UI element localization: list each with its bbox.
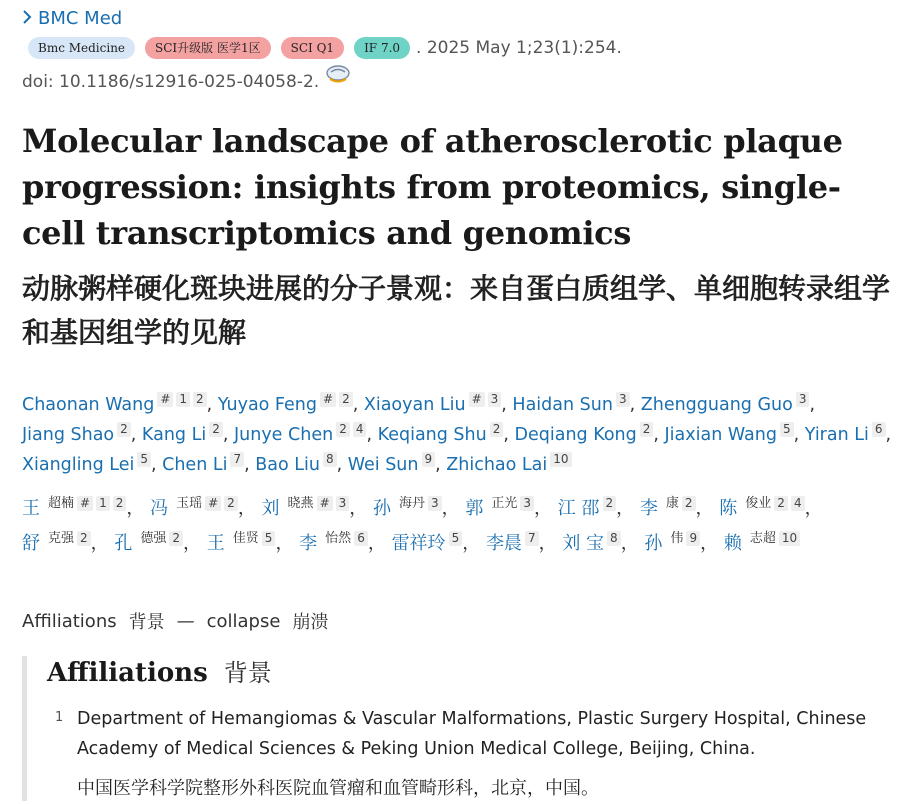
affiliation-ref-badge[interactable]: # [317, 496, 333, 511]
affiliation-ref-badge[interactable]: 1 [96, 496, 110, 511]
affiliation-ref-badge[interactable]: # [77, 496, 93, 511]
affiliation-ref-badge[interactable]: 1 [176, 392, 190, 407]
author-item [114, 533, 183, 554]
affiliation-ref-badge[interactable]: 6 [872, 422, 886, 437]
publication-date: . 2025 May 1;23(1):254. [416, 38, 622, 58]
author-item [514, 422, 654, 445]
author-name[interactable]: Chaonan Wang [22, 395, 155, 415]
collapse-link[interactable]: collapse [206, 610, 281, 632]
affiliation-ref-badge[interactable]: 3 [488, 392, 502, 407]
affiliation-ref-badge[interactable]: 2 [117, 422, 131, 437]
affiliation-ref-badge[interactable]: 3 [520, 496, 534, 511]
author-given-name: 超楠 [48, 496, 75, 511]
journal-badge[interactable]: Bmc Medicine [28, 37, 135, 59]
affiliation-ref-badge[interactable]: 2 [682, 496, 696, 511]
zone-badge[interactable]: SCI升级版 医学1区 [145, 37, 271, 59]
author-item [22, 533, 91, 554]
article-title: Molecular landscape of atherosclerotic plaque progression: insights from proteomics, single-cell transcriptomics and genomics [22, 122, 843, 252]
affiliation-ref-badge[interactable]: 2 [113, 496, 127, 511]
author-separator: , [206, 395, 218, 415]
author-given-name: 伟 [670, 531, 684, 546]
affiliation-ref-badge[interactable]: # [469, 392, 485, 407]
author-given-name: 康 [665, 496, 679, 511]
author-given-name: 海丹 [399, 496, 426, 511]
author-separator: ， [367, 533, 392, 554]
affiliation-ref-badge[interactable]: 4 [791, 496, 805, 511]
author-name[interactable]: 李晨 [485, 533, 522, 554]
author-item [22, 422, 131, 445]
author-separator: ， [620, 533, 645, 554]
affiliation-ref-badge[interactable]: 7 [230, 452, 244, 467]
author-item [512, 392, 629, 415]
author-name[interactable]: Wei Sun [347, 455, 419, 475]
affiliations-heading-text: Affiliations [47, 658, 208, 688]
author-item [644, 533, 700, 554]
affiliation-ref-badge[interactable]: 3 [796, 392, 810, 407]
author-separator: , [653, 425, 665, 445]
author-separator: ， [538, 533, 563, 554]
author-name[interactable]: Junye Chen [233, 425, 334, 445]
affiliation-ref-badge[interactable]: 2 [490, 422, 504, 437]
chevron-right-icon [22, 10, 32, 27]
affiliation-ref-badge[interactable]: 10 [550, 452, 571, 467]
affiliation-ref-badge[interactable]: 8 [607, 531, 621, 546]
author-item [562, 533, 620, 554]
collapse-link-zh[interactable]: 崩溃 [292, 612, 329, 633]
affiliation-ref-badge[interactable]: 5 [137, 452, 151, 467]
author-separator: ， [700, 533, 724, 554]
author-separator: ， [534, 498, 558, 519]
author-separator: , [150, 455, 163, 475]
affiliation-ref-badge[interactable]: 8 [323, 452, 337, 467]
affiliation-ref-badge[interactable]: 2 [774, 496, 788, 511]
affiliations-heading [47, 656, 272, 690]
journal-row [22, 8, 122, 29]
affiliation-ref-badge[interactable]: 2 [209, 422, 223, 437]
author-name[interactable]: Zhengguang Guo [640, 395, 793, 415]
author-separator: ， [126, 498, 151, 519]
author-separator: ， [275, 533, 300, 554]
author-item [465, 498, 534, 519]
author-separator: , [130, 425, 142, 445]
toggle-dash: — [176, 610, 195, 632]
doi-row [22, 72, 351, 92]
author-given-name: 俊业 [745, 496, 772, 511]
quartile-badge[interactable]: SCI Q1 [281, 37, 344, 59]
affiliation-text: Department of Hemangiomas & Vascular Malformations, Plastic Surgery Hospital, Chinese Academy of Medical Sciences & Peking Union Medical College, Beijing, China. [77, 709, 867, 759]
author-name[interactable]: Haidan Sun [512, 395, 613, 415]
author-name[interactable]: 孙 [644, 533, 663, 554]
author-item [446, 452, 571, 475]
affiliation-text-translation: 中国医学科学院整形外科医院血管瘤和血管畸形科，北京，中国。 [77, 778, 599, 799]
author-given-name: 佳贤 [232, 531, 259, 546]
author-separator: ， [695, 498, 720, 519]
doi-text[interactable]: doi: 10.1186/s12916-025-04058-2. [22, 72, 320, 92]
author-separator: ， [462, 533, 486, 554]
affiliation-ref-badge[interactable]: 3 [616, 392, 630, 407]
affiliation-ref-badge[interactable]: 5 [780, 422, 794, 437]
affiliation-ref-badge[interactable]: # [205, 496, 221, 511]
author-given-name: 正光 [491, 496, 518, 511]
author-name[interactable]: 赖 [723, 533, 742, 554]
author-name[interactable]: 陈 [719, 498, 738, 519]
author-separator: ， [441, 498, 466, 519]
author-separator: , [501, 395, 513, 415]
author-separator: , [366, 425, 378, 445]
journal-badges [28, 37, 622, 59]
author-given-name: 玉瑶 [176, 496, 203, 511]
author-name[interactable]: Chen Li [162, 455, 228, 475]
author-name[interactable]: Keqiang Shu [377, 425, 487, 445]
author-name[interactable]: 王 [206, 533, 225, 554]
author-name[interactable]: 舒 [22, 533, 40, 554]
author-name[interactable]: 雷祥玲 [391, 533, 446, 554]
author-item [22, 452, 151, 475]
author-item [724, 533, 800, 554]
author-item [22, 392, 207, 415]
author-given-name: 克强 [48, 531, 75, 546]
author-item [719, 498, 804, 519]
author-item [299, 533, 368, 554]
affiliations-heading-translation: 背景 [223, 659, 272, 687]
affiliation-ref-badge[interactable]: # [320, 392, 336, 407]
affiliation-ref-badge[interactable]: 2 [193, 392, 207, 407]
author-separator: ， [237, 498, 262, 519]
affiliations-toggle[interactable] [22, 608, 340, 634]
author-item [558, 498, 616, 519]
author-item [217, 392, 353, 415]
author-item [486, 533, 539, 554]
author-separator: , [885, 425, 892, 445]
author-item [141, 422, 223, 445]
author-separator: , [244, 455, 256, 475]
affiliation-ref-badge[interactable]: 9 [422, 452, 436, 467]
author-name[interactable]: 郭 [465, 498, 484, 519]
author-separator: , [435, 455, 447, 475]
affiliation-ref-badge[interactable]: 10 [779, 531, 800, 546]
affiliation-ref-badge[interactable]: 2 [339, 392, 353, 407]
author-item [150, 498, 238, 519]
impact-factor-badge[interactable]: IF 7.0 [354, 37, 410, 59]
author-separator: ， [804, 498, 823, 519]
author-separator: , [352, 395, 364, 415]
author-separator: ， [349, 498, 373, 519]
author-name[interactable]: 孔 [114, 533, 133, 554]
author-name[interactable]: Zhichao Lai [446, 455, 548, 475]
author-name[interactable]: Xiangling Lei [22, 455, 135, 475]
author-name[interactable]: 江 邵 [557, 498, 600, 519]
author-separator: ， [183, 533, 207, 554]
author-item [640, 392, 810, 415]
author-item [804, 422, 886, 445]
author-name[interactable]: Yuyao Feng [217, 395, 318, 415]
author-list [22, 390, 902, 480]
affiliation-ref-badge[interactable]: 9 [686, 531, 700, 546]
author-given-name: 志超 [749, 531, 776, 546]
affiliation-number: 1 [55, 710, 64, 725]
journal-link[interactable]: BMC Med [38, 8, 123, 29]
affiliation-ref-badge[interactable]: 6 [354, 531, 368, 546]
author-name[interactable]: Xiaoyan Liu [363, 395, 466, 415]
affiliation-ref-badge[interactable]: 5 [449, 531, 463, 546]
author-separator: , [629, 395, 641, 415]
affiliation-ref-badge[interactable]: 2 [603, 496, 617, 511]
author-name[interactable]: 冯 [150, 498, 169, 519]
affiliation-ref-badge[interactable]: 3 [428, 496, 442, 511]
author-name[interactable]: 李 [639, 498, 658, 519]
author-item [373, 498, 442, 519]
author-separator: , [503, 425, 515, 445]
author-item [640, 498, 696, 519]
affiliation-ref-badge[interactable]: 2 [336, 422, 350, 437]
affiliation-ref-badge[interactable]: 5 [262, 531, 276, 546]
translate-icon[interactable] [325, 65, 351, 90]
author-separator: , [222, 425, 234, 445]
author-list-translation [22, 489, 907, 559]
author-item [207, 533, 276, 554]
author-given-name: 德强 [140, 531, 167, 546]
affiliation-ref-badge[interactable]: 4 [353, 422, 367, 437]
author-separator: , [809, 395, 816, 415]
author-name[interactable]: Jiang Shao [22, 425, 115, 445]
author-item [162, 452, 244, 475]
author-item [347, 452, 435, 475]
affiliation-ref-badge[interactable]: # [157, 392, 173, 407]
author-separator: , [336, 455, 348, 475]
author-name[interactable]: 刘 [261, 498, 280, 519]
author-item [262, 498, 350, 519]
author-name[interactable]: 李 [299, 533, 318, 554]
author-name[interactable]: Deqiang Kong [514, 425, 637, 445]
author-name[interactable]: Kang Li [141, 425, 207, 445]
affiliation-ref-badge[interactable]: 2 [77, 531, 91, 546]
affiliation-ref-badge[interactable]: 2 [224, 496, 238, 511]
affiliation-ref-badge[interactable]: 2 [640, 422, 654, 437]
affiliations-toggle-label-zh: 背景 [128, 612, 165, 633]
author-name[interactable]: Yiran Li [804, 425, 869, 445]
author-name[interactable]: Bao Liu [255, 455, 320, 475]
affiliations-panel [22, 656, 915, 801]
author-separator: ， [616, 498, 640, 519]
author-separator: , [793, 425, 805, 445]
author-item [392, 533, 463, 554]
author-given-name: 怡然 [325, 531, 352, 546]
author-item [664, 422, 794, 445]
author-separator: ， [90, 533, 115, 554]
author-item [233, 422, 366, 445]
author-given-name: 晓燕 [287, 496, 314, 511]
author-item [22, 498, 126, 519]
affiliations-toggle-label: Affiliations [22, 610, 117, 632]
affiliation-ref-badge[interactable]: 3 [336, 496, 350, 511]
author-name[interactable]: 刘 宝 [562, 533, 605, 554]
author-item [363, 392, 501, 415]
author-item [255, 452, 336, 475]
author-name[interactable]: 王 [22, 498, 40, 519]
author-name[interactable]: 孙 [373, 498, 391, 519]
affiliation-ref-badge[interactable]: 2 [169, 531, 183, 546]
author-name[interactable]: Jiaxian Wang [664, 425, 777, 445]
author-item [377, 422, 504, 445]
article-title-translation: 动脉粥样硬化斑块进展的分子景观：来自蛋白质组学、单细胞转录组学和基因组学的见解 [22, 272, 891, 349]
affiliation-ref-badge[interactable]: 7 [525, 531, 539, 546]
